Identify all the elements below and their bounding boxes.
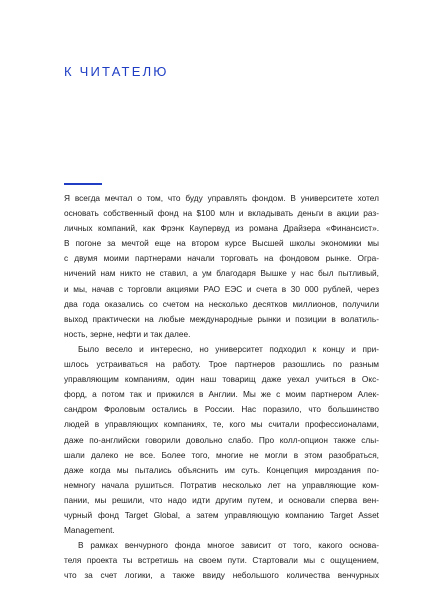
text-line: Я всегда мечтал о том, что буду управлять фондом. В университете хотел — [64, 193, 379, 203]
paragraph-2 — [64, 342, 379, 538]
chapter-heading: К ЧИТАТЕЛЮ — [64, 64, 169, 79]
text-line: шлось устраиваться на работу. Трое партнеров разошлись по разным — [64, 359, 379, 370]
text-line: шали далеко не все. Более того, многие не могли в этом разобраться, — [64, 449, 379, 460]
text-line: ничений нам никто не ставил, а ум благодаря Вышке у нас был пытливый, — [64, 268, 379, 279]
text-line: выход практически на любые международные рынки и позиции в волатиль- — [64, 313, 379, 324]
text-line: В рамках венчурного фонда многое зависит от того, какого основа- — [78, 540, 379, 551]
text-line: В погоне за мечтой еще на втором курсе Высшей школы экономики мы — [64, 238, 379, 249]
text-line: ность, зерне, нефти и так далее. — [64, 328, 191, 339]
text-line: Management. — [64, 525, 115, 536]
text-line: форд, а потом так и прижился в Англии. Мы же с моим партнером Алек- — [64, 389, 379, 400]
text-line: теля проекта ты встретишь на своем пути. Стартовали мы с ощущением, — [64, 555, 379, 566]
text-line: Было весело и интересно, но университет подходил к концу и при- — [78, 343, 379, 354]
text-line: людей в управляющих компаниях, те, кого мы считали профессионалами, — [64, 419, 379, 430]
text-line: два года оказались со счетом на несколько десятков миллионов, получили — [64, 298, 379, 309]
text-line: даже по-английски говорили довольно слабо. Про колл-опцион также слы- — [64, 434, 379, 445]
text-line: с двумя моими партнерами начали торговать на фондовом рынке. Огра- — [64, 253, 379, 264]
section-rule — [64, 183, 102, 185]
text-line: что за счет логики, а также ввиду небольшого количества венчурных — [64, 570, 379, 581]
text-line: чурный фонд Target Global, а затем управляющую компанию Target Asset — [64, 509, 379, 520]
text-line: даже когда мы пытались объяснить им суть. Концепция мироздания по- — [64, 464, 379, 475]
text-line: основать собственный фонд на $100 млн и вкладывать деньги в акции раз- — [64, 208, 379, 219]
text-line: пании, мы решили, что надо идти другим путем, и основали сперва вен- — [64, 494, 379, 505]
paragraph-3 — [64, 538, 379, 583]
text-line: личных компаний, как Фрэнк Каупервуд из романа Драйзера «Финансист». — [64, 223, 379, 234]
text-line: и мы, начав с торговли акциями РАО ЕЭС и счета в 30 000 рублей, через — [64, 283, 379, 294]
text-line: управляющим компаниям, один наш товарищ даже уехал учиться в Окс- — [64, 374, 379, 385]
paragraph-1 — [64, 191, 379, 342]
body-text — [64, 191, 379, 583]
text-line: сандром Фроловым остались в России. Нас поразило, что большинство — [64, 404, 379, 415]
text-line: немногу начала рушиться. Потратив несколько лет на управляющие ком- — [64, 479, 379, 490]
